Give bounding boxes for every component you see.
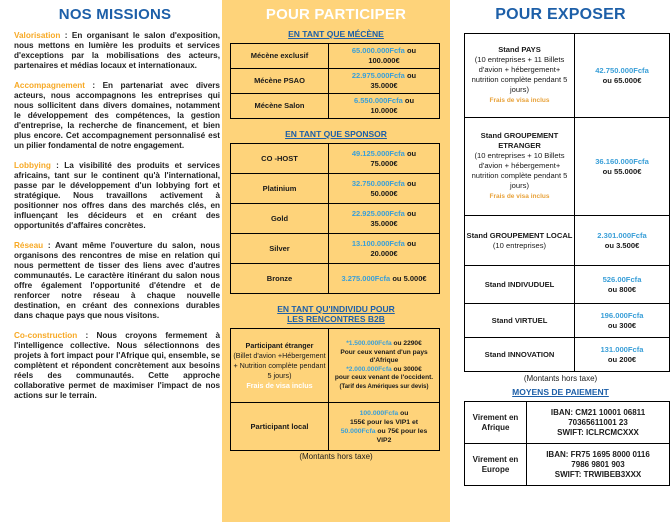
row-label: Stand PAYS (10 entreprises + 11 Billets d'avion + hébergement+ nutrition complète pendant 5 jours) Frais de visa inclus [465, 34, 575, 118]
mission-paragraph [14, 31, 220, 71]
row-label: Platinium [231, 174, 329, 204]
table-row [465, 118, 670, 216]
mecene-table [230, 43, 440, 119]
row-label: Participant local [231, 403, 329, 451]
table-row [465, 304, 670, 338]
mission-text: : Nous croyons fermement à l'intelligence collective. Nous sélectionnons des projets à fort impact pour l'Afrique qui, ensemble, se complètent et répondent concrètement aux besoins réels des communautés. Cette approche collaborative permet de maximiser l'impact de nos actions sur le terrain. [14, 331, 220, 400]
row-price: 6.550.000Fcfa ou 10.000€ [329, 94, 440, 119]
row-price: 65.000.000Fcfa ou 100.000€ [329, 44, 440, 69]
table-row [231, 204, 440, 234]
row-price: 131.000Fcfa ou 200€ [575, 338, 670, 372]
missions-title: NOS MISSIONS [58, 6, 172, 23]
exposer-column [450, 0, 671, 522]
paiement-table [464, 401, 670, 486]
row-price: *1.500.000Fcfa ou 2290€ Pour ceux venant d'un pays d'Afrique *2.000.000Fcfa ou 3000€ pour ceux venant de l'occident. (Tarif des Amériques sur devis) [329, 329, 440, 403]
row-price: 22.975.000Fcfa ou 35.000€ [329, 69, 440, 94]
row-price: 100.000Fcfa ou 155€ pour les VIP1 et 50.000Fcfa ou 75€ pour les VIP2 [329, 403, 440, 451]
table-row [231, 234, 440, 264]
participer-title: POUR PARTICIPER [265, 6, 407, 23]
mission-keyword: Co-construction [14, 331, 78, 340]
row-price: 49.125.000Fcfa ou 75.000€ [329, 144, 440, 174]
row-label: Bronze [231, 264, 329, 294]
table-row [231, 144, 440, 174]
row-price: 42.750.000Fcfa ou 65.000€ [575, 34, 670, 118]
table-row [231, 174, 440, 204]
paiement-heading: MOYENS DE PAIEMENT [512, 387, 609, 397]
missions-column [0, 0, 230, 522]
row-price: 13.100.000Fcfa ou 20.000€ [329, 234, 440, 264]
mission-text: : En organisant le salon d'exposition, nous mettons en lumière les produits et services d'exceptions par la mobilisations des acteurs, partenaires et médias locaux et internationaux. [14, 31, 220, 70]
row-label: Gold [231, 204, 329, 234]
row-price: 196.000Fcfa ou 300€ [575, 304, 670, 338]
row-price: 526.00Fcfa ou 800€ [575, 266, 670, 304]
missions-text [0, 23, 230, 401]
row-label: Stand VIRTUEL [465, 304, 575, 338]
row-label: Participant étranger (Billet d'avion +Hébergement + Nutrition complète pendant 5 jours) Frais de visa inclus [231, 329, 329, 403]
row-label: Stand GROUPEMENT LOCAL (10 entreprises) [465, 216, 575, 266]
individu-heading-2: LES RENCONTRES B2B [287, 314, 385, 324]
table-row [231, 69, 440, 94]
iban-cell: IBAN: FR75 1695 8000 0116 7986 9801 903 SWIFT: TRWIBEB3XXX [527, 444, 670, 486]
table-row [231, 329, 440, 403]
mission-paragraph [14, 241, 220, 321]
row-label: Stand INNOVATION [465, 338, 575, 372]
mission-text: : En partenariat avec divers acteurs, nous accompagnons les entreprises qui nous sollicitent dans divers domaines, notamment le développement des compétences, la gestion d'entreprise, la recherche de financement, et bien plus encore. Cet accompagnement personnalisé est un pilier fondamental de notre engagement. [14, 81, 220, 150]
row-price: 2.301.000Fcfa ou 3.500€ [575, 216, 670, 266]
row-label: CO -HOST [231, 144, 329, 174]
mission-keyword: Réseau [14, 241, 44, 250]
mission-paragraph [14, 81, 220, 151]
mission-paragraph [14, 331, 220, 401]
mission-keyword: Lobbying [14, 161, 51, 170]
sponsor-heading: EN TANT QUE SPONSOR [285, 129, 387, 139]
sponsor-table [230, 143, 440, 294]
row-price: 22.925.000Fcfa ou 35.000€ [329, 204, 440, 234]
row-price: 32.750.000Fcfa ou 50.000€ [329, 174, 440, 204]
table-row [465, 266, 670, 304]
row-label: Mécène exclusif [231, 44, 329, 69]
exposer-table [464, 33, 670, 372]
row-price: 36.160.000Fcfa ou 55.000€ [575, 118, 670, 216]
mission-text: : Avant même l'ouverture du salon, nous organisons des rencontres de mise en relation qui nous permettent de tisser des liens avec d'autres communautés. Le caractère itinérant du salon nous offre également l'opportunité d'étendre et de renforcer notre réseau à chaque nouvelle destination, en créant des connexions durables dans chaque pays que nous visitons. [14, 241, 220, 320]
individu-heading-1: EN TANT QU'INDIVIDU POUR [277, 304, 395, 314]
row-label: Virement en Europe [465, 444, 527, 486]
row-label: Stand GROUPEMENT ETRANGER (10 entreprises + 10 Billets d'avion + hébergement+ nutrition complète pendant 5 jours) Frais de visa inclus [465, 118, 575, 216]
iban-cell: IBAN: CM21 10001 06811 70365611001 23 SWIFT: ICLRCMCXXX [527, 402, 670, 444]
row-price: 3.275.000Fcfa ou 5.000€ [329, 264, 440, 294]
row-label: Mécène PSAO [231, 69, 329, 94]
table-row [231, 44, 440, 69]
individu-table [230, 328, 440, 451]
row-label: Silver [231, 234, 329, 264]
table-row [231, 403, 440, 451]
participer-column [222, 0, 450, 522]
table-row [231, 264, 440, 294]
table-row [465, 444, 670, 486]
mission-keyword: Valorisation [14, 31, 61, 40]
mission-text: : La visibilité des produits et services africains, tant sur le continent qu'à l'international, passe par le développement d'un lobbying fort et stratégique. Nous travaillons activement à positionner nos offres dans des marchés clés, en influençant les décideurs et en créant des opportunités d'affaires concrètes. [14, 161, 221, 230]
table-row [465, 338, 670, 372]
row-label: Mécène Salon [231, 94, 329, 119]
exposer-title: POUR EXPOSER [495, 6, 626, 23]
exposer-footnote: (Montants hors taxe) [523, 374, 598, 383]
mecene-heading: EN TANT QUE MÉCÈNE [288, 29, 384, 39]
row-label: Virement en Afrique [465, 402, 527, 444]
table-row [231, 94, 440, 119]
mission-paragraph [14, 161, 220, 231]
participer-footnote: (Montants hors taxe) [299, 452, 373, 461]
table-row [465, 34, 670, 118]
row-label: Stand INDIVUDUEL [465, 266, 575, 304]
table-row [465, 402, 670, 444]
mission-keyword: Accompagnement [14, 81, 85, 90]
table-row [465, 216, 670, 266]
